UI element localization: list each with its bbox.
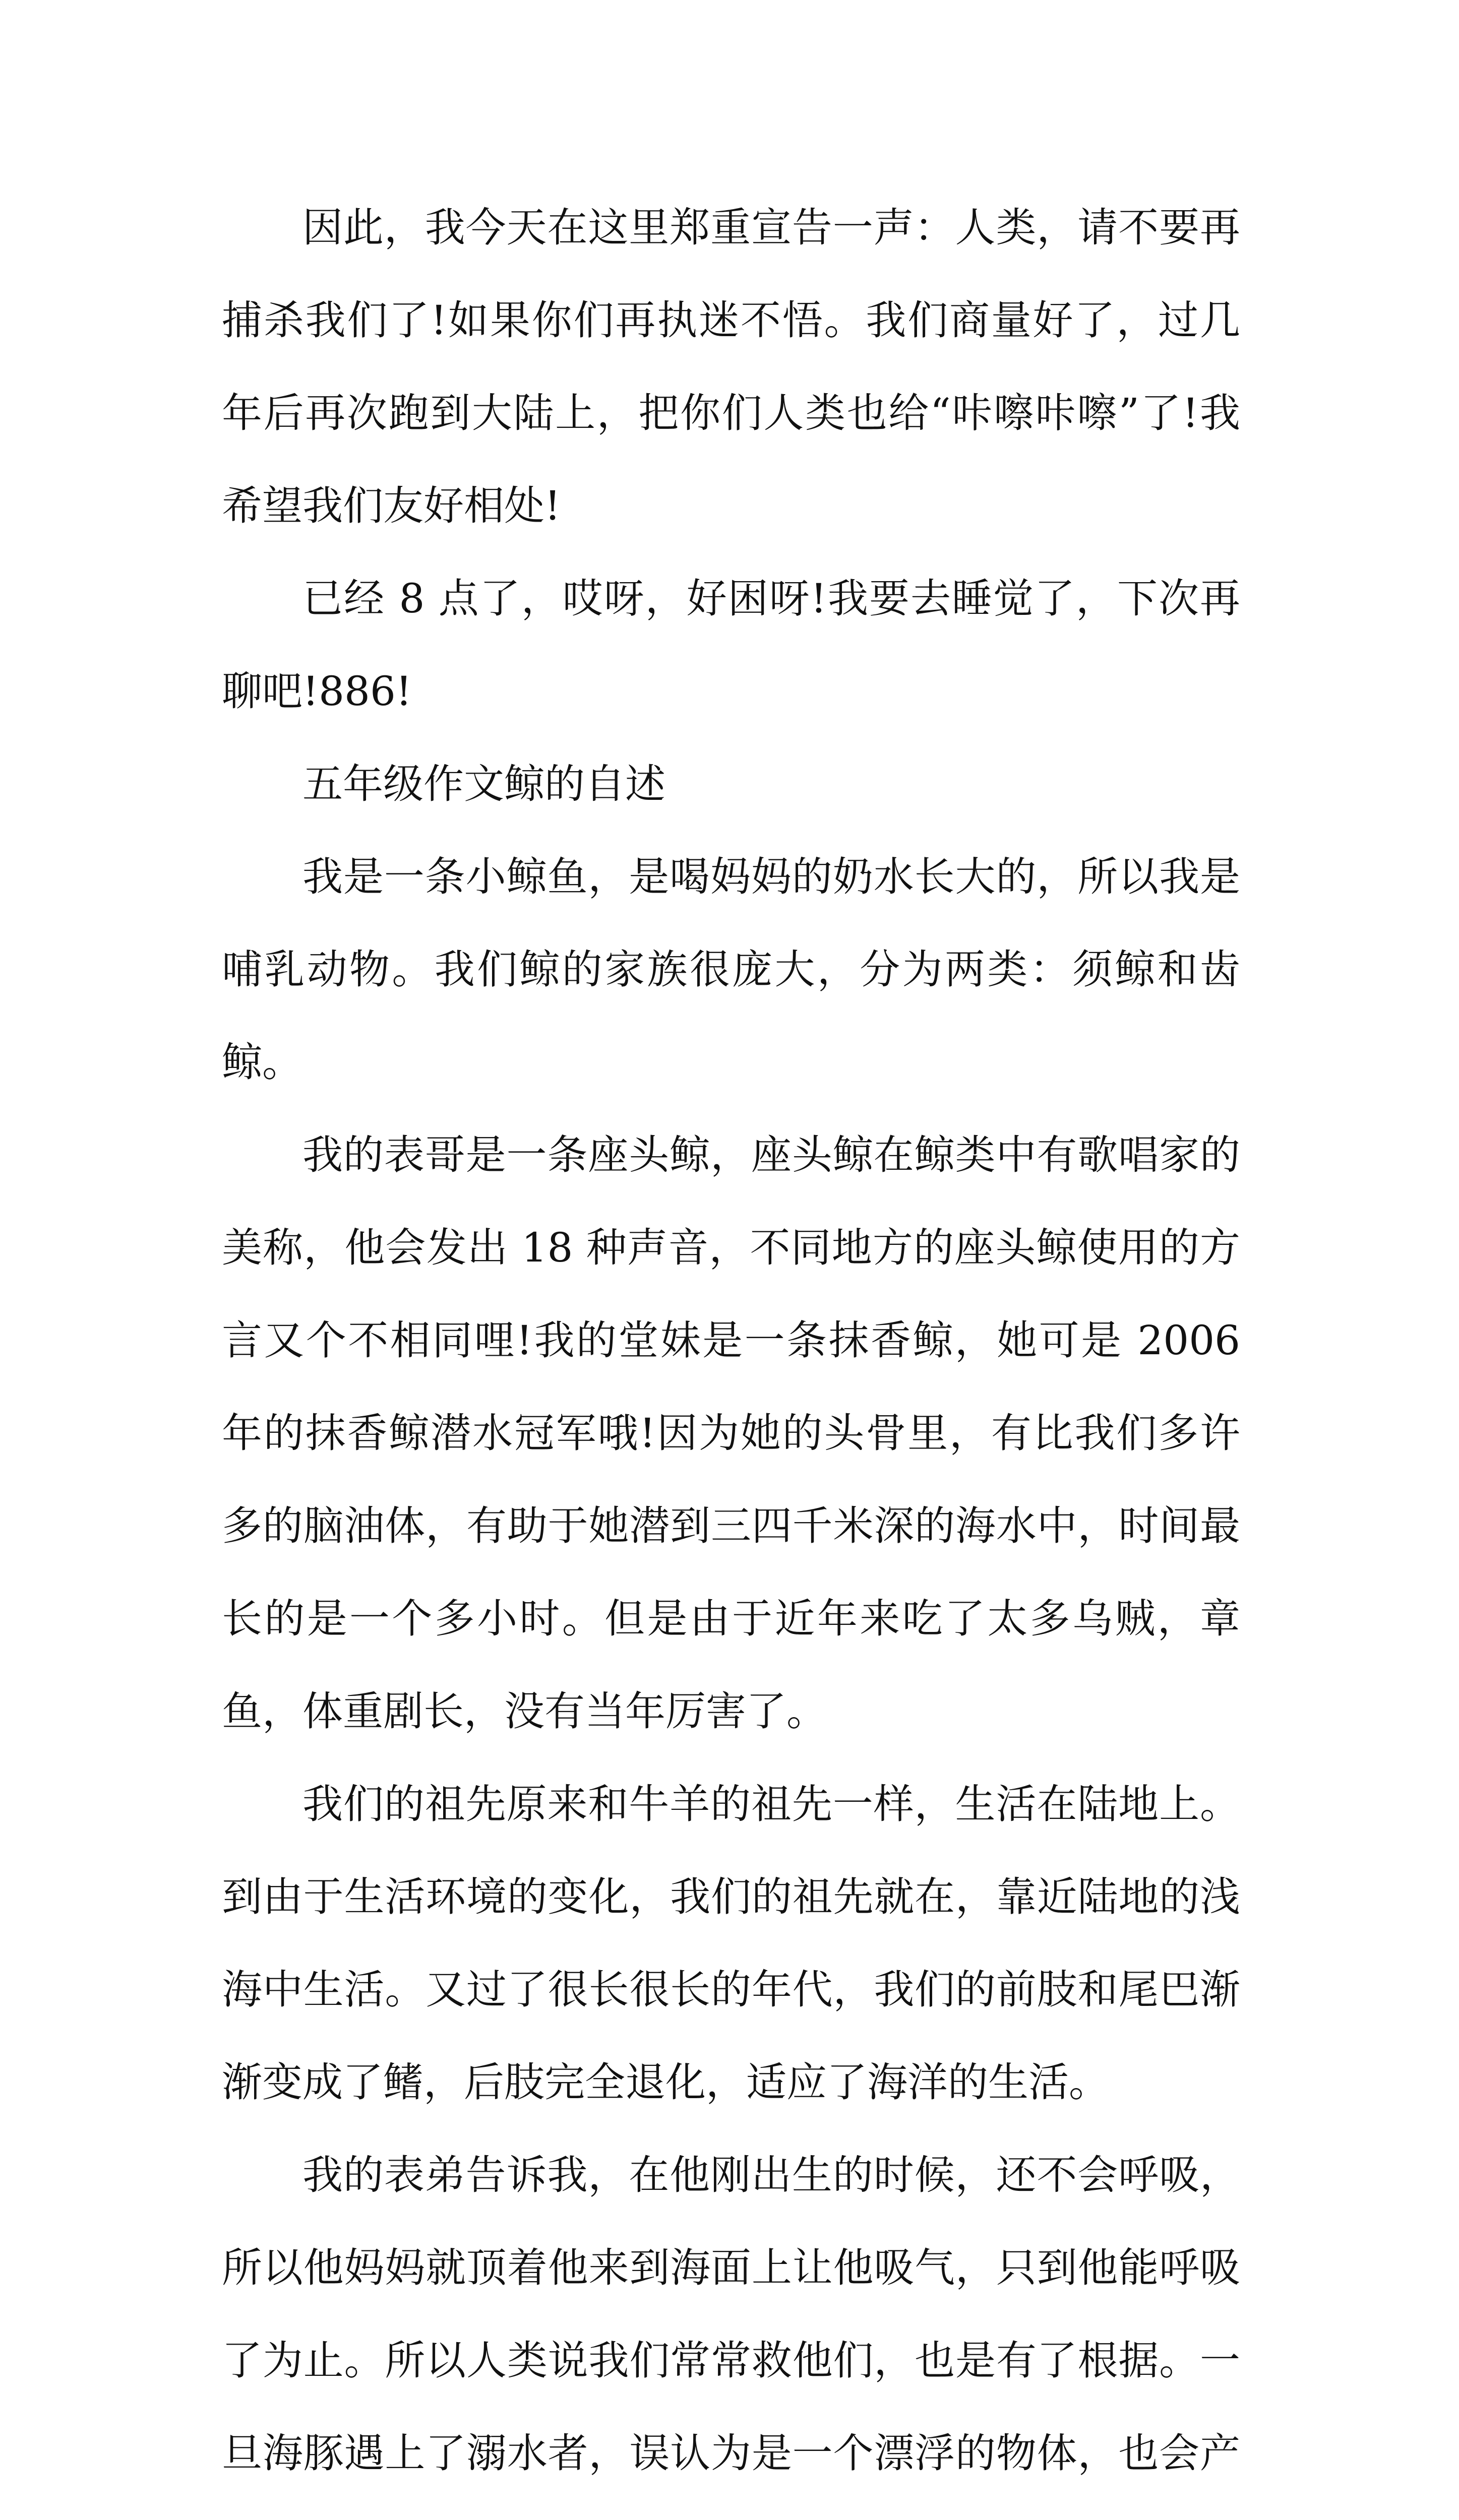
paragraph-cousins: 我的表哥是一条座头鲸，座头鲸在鲸类中有歌唱家的美称，他会发出 18 种声音，不同地方的座头鲸使用的方言又个不相同哩!我的堂妹是一条抹香鲸，她可是 2006 年的抹香鲸潜水冠军哦!因为她的头骨里，有比我们多许多的脑油体，有助于她潜到三四千米深的海水中，时间最长的是一个多小时。但是由于近年来吃了太多乌贼，章鱼，体重剧长，没有当年厉害了。 xyxy=(222,1131,1240,1735)
paragraph-declaration: 因此，我今天在这里郑重宣告一声：人类，请不要再捕杀我们了!如果你们再执迷不悟。我们商量好了，过几年后再次跑到大陆上，把你们人类也给“咔嚓咔嚓”了!我希望我们友好相处! xyxy=(222,204,1240,529)
paragraph-ancestors: 我们的祖先原来和牛羊的祖先一样，生活在陆地上。到由于生活环境的变化，我们的祖先就在，靠近陆地的浅海中生活。又过了很长很长的年代，我们的前肢和尾巴渐渐变成了鳍，后肢完全退化，适应了海洋的生活。 xyxy=(222,1781,1240,2106)
paragraph-breathing: 我的表弟告诉我，在他刚出生的时候，还不会呼吸，所以他妈妈就顶着他来到海面上让他吸气，只到他能呼吸了为止。所以人类说我们常常救他们，也是有了根据。一旦海豚遇上了溺水者，误认为是一个漂浮的物体，也会产 xyxy=(222,2152,1240,2477)
paragraph-goodnight: 已经 8 点了，哎呀，好困呀!我要去睡觉了，下次再聊吧!886! xyxy=(222,575,1240,715)
essay-title: 五年级作文鲸的自述 xyxy=(302,761,665,807)
paragraph-intro: 我是一条小鲸鱼，是喝妈妈的奶水长大的，所以我是哺乳动物。我们鲸的家族很庞大，分为两类：须鲸和齿鲸。 xyxy=(222,853,1240,1086)
document-body xyxy=(222,181,1240,2520)
